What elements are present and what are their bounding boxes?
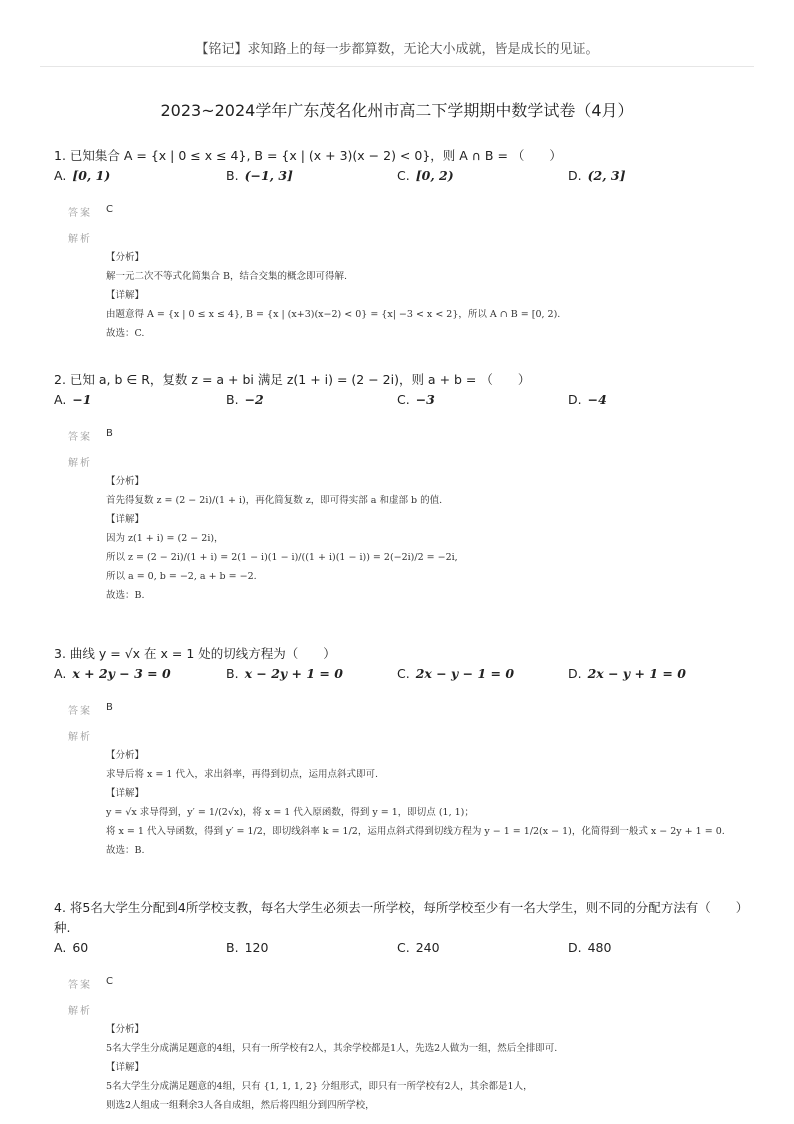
explanation-line: y = √x 求导得到，y′ = 1/(2√x)，将 x = 1 代入原函数，得到 y = 1，即切点 (1, 1)；: [106, 807, 474, 818]
explanation-line: 故选：C.: [106, 328, 145, 339]
question-stem: 2. 已知 a, b ∈ R，复数 z = a + bi 满足 z(1 + i) = (2 − 2i)，则 a + b = （ ）: [54, 372, 531, 387]
question-4: [54, 898, 754, 1115]
page-title: 2023~2024学年广东茂名化州市高二下学期期中数学试卷（4月）: [160, 101, 634, 120]
answer-row: [54, 428, 754, 446]
analysis-label: 解析: [68, 458, 92, 469]
options-row: [54, 168, 754, 190]
answer-label: 答案: [68, 980, 92, 991]
option-c: C. 240: [397, 940, 440, 955]
explanation: [106, 746, 754, 860]
option-d: D. 2x − y + 1 = 0: [568, 666, 686, 681]
option-b: B. −2: [226, 392, 264, 407]
option-d: D. 480: [568, 940, 612, 955]
explanation-line: 【详解】: [106, 788, 145, 799]
answer-label: 答案: [68, 432, 92, 443]
option-a: A. x + 2y − 3 = 0: [54, 666, 171, 681]
explanation-line: 【分析】: [106, 252, 145, 263]
explanation-line: 所以 z = (2 − 2i)/(1 + i) = 2(1 − i)(1 − i)/((1 + i)(1 − i)) = 2(−2i)/2 = −2i,: [106, 552, 458, 563]
options-row: [54, 392, 754, 414]
explanation-line: 求导后将 x = 1 代入，求出斜率，再得到切点，运用点斜式即可.: [106, 769, 378, 780]
options-row: [54, 940, 754, 962]
option-c: C. −3: [397, 392, 435, 407]
answer-label: 答案: [68, 208, 92, 219]
answer-row: [54, 702, 754, 720]
explanation-line: 故选：B.: [106, 845, 145, 856]
question-stem: 4. 将5名大学生分配到4所学校支教，每名大学生必须去一所学校，每所学校至少有一名大学生，则不同的分配方法有（ ）种.: [54, 900, 749, 935]
question-1: [54, 146, 754, 343]
answer-label: 答案: [68, 706, 92, 717]
option-c: C. [0, 2): [397, 168, 454, 183]
explanation: [106, 1020, 754, 1115]
answer-value: B: [106, 702, 113, 713]
explanation: [106, 472, 754, 605]
option-d: D. −4: [568, 392, 607, 407]
option-b: B. (−1, 3]: [226, 168, 293, 183]
motto-banner: 【铭记】求知路上的每一步都算数，无论大小成就，皆是成长的见证。: [195, 42, 599, 57]
option-a: A. 60: [54, 940, 89, 955]
option-d: D. (2, 3]: [568, 168, 626, 183]
explanation-line: 【详解】: [106, 1062, 145, 1073]
option-a: A. [0, 1): [54, 168, 111, 183]
option-c: C. 2x − y − 1 = 0: [397, 666, 515, 681]
explanation-line: 【分析】: [106, 750, 145, 761]
explanation-line: 则选2人组成一组剩余3人各自成组，然后将四组分到四所学校，: [106, 1100, 375, 1111]
explanation-line: 【分析】: [106, 476, 145, 487]
explanation-line: 由题意得 A = {x | 0 ≤ x ≤ 4}, B = {x | (x+3)(x−2) < 0} = {x| −3 < x < 2}，所以 A ∩ B = [0, 2).: [106, 309, 561, 320]
answer-value: C: [106, 204, 113, 215]
explanation-line: 5名大学生分成满足题意的4组，只有一所学校有2人，其余学校都是1人，先选2人做为一组，然后全排即可.: [106, 1043, 558, 1054]
explanation-line: 5名大学生分成满足题意的4组，只有 {1, 1, 1, 2} 分组形式，即只有一所学校有2人，其余都是1人，: [106, 1081, 533, 1092]
answer-row: [54, 976, 754, 994]
header-divider: [40, 66, 754, 67]
answer-value: C: [106, 976, 113, 987]
explanation-line: 【详解】: [106, 290, 145, 301]
question-2: [54, 370, 754, 605]
explanation-line: 将 x = 1 代入导函数，得到 y′ = 1/2，即切线斜率 k = 1/2，运用点斜式得到切线方程为 y − 1 = 1/2(x − 1)，化简得到一般式 x − 2y + 1 = 0.: [106, 826, 725, 837]
analysis-label: 解析: [68, 732, 92, 743]
answer-value: B: [106, 428, 113, 439]
question-stem: 1. 已知集合 A = {x | 0 ≤ x ≤ 4}, B = {x | (x + 3)(x − 2) < 0}，则 A ∩ B = （ ）: [54, 148, 562, 163]
explanation-line: 【分析】: [106, 1024, 145, 1035]
option-a: A. −1: [54, 392, 92, 407]
analysis-row: [54, 454, 754, 470]
question-stem: 3. 曲线 y = √x 在 x = 1 处的切线方程为（ ）: [54, 646, 336, 661]
explanation-line: 所以 a = 0, b = −2, a + b = −2.: [106, 571, 257, 582]
analysis-row: [54, 728, 754, 744]
explanation-line: 解一元二次不等式化简集合 B，结合交集的概念即可得解.: [106, 271, 348, 282]
analysis-row: [54, 1002, 754, 1018]
explanation-line: 【详解】: [106, 514, 145, 525]
explanation-line: 因为 z(1 + i) = (2 − 2i)，: [106, 533, 224, 544]
analysis-label: 解析: [68, 234, 92, 245]
explanation: [106, 248, 754, 343]
option-b: B. x − 2y + 1 = 0: [226, 666, 343, 681]
option-b: B. 120: [226, 940, 269, 955]
analysis-label: 解析: [68, 1006, 92, 1017]
analysis-row: [54, 230, 754, 246]
explanation-line: 故选：B.: [106, 590, 145, 601]
explanation-line: 首先得复数 z = (2 − 2i)/(1 + i)，再化简复数 z，即可得实部 a 和虚部 b 的值.: [106, 495, 443, 506]
options-row: [54, 666, 754, 688]
question-3: [54, 644, 754, 860]
answer-row: [54, 204, 754, 222]
